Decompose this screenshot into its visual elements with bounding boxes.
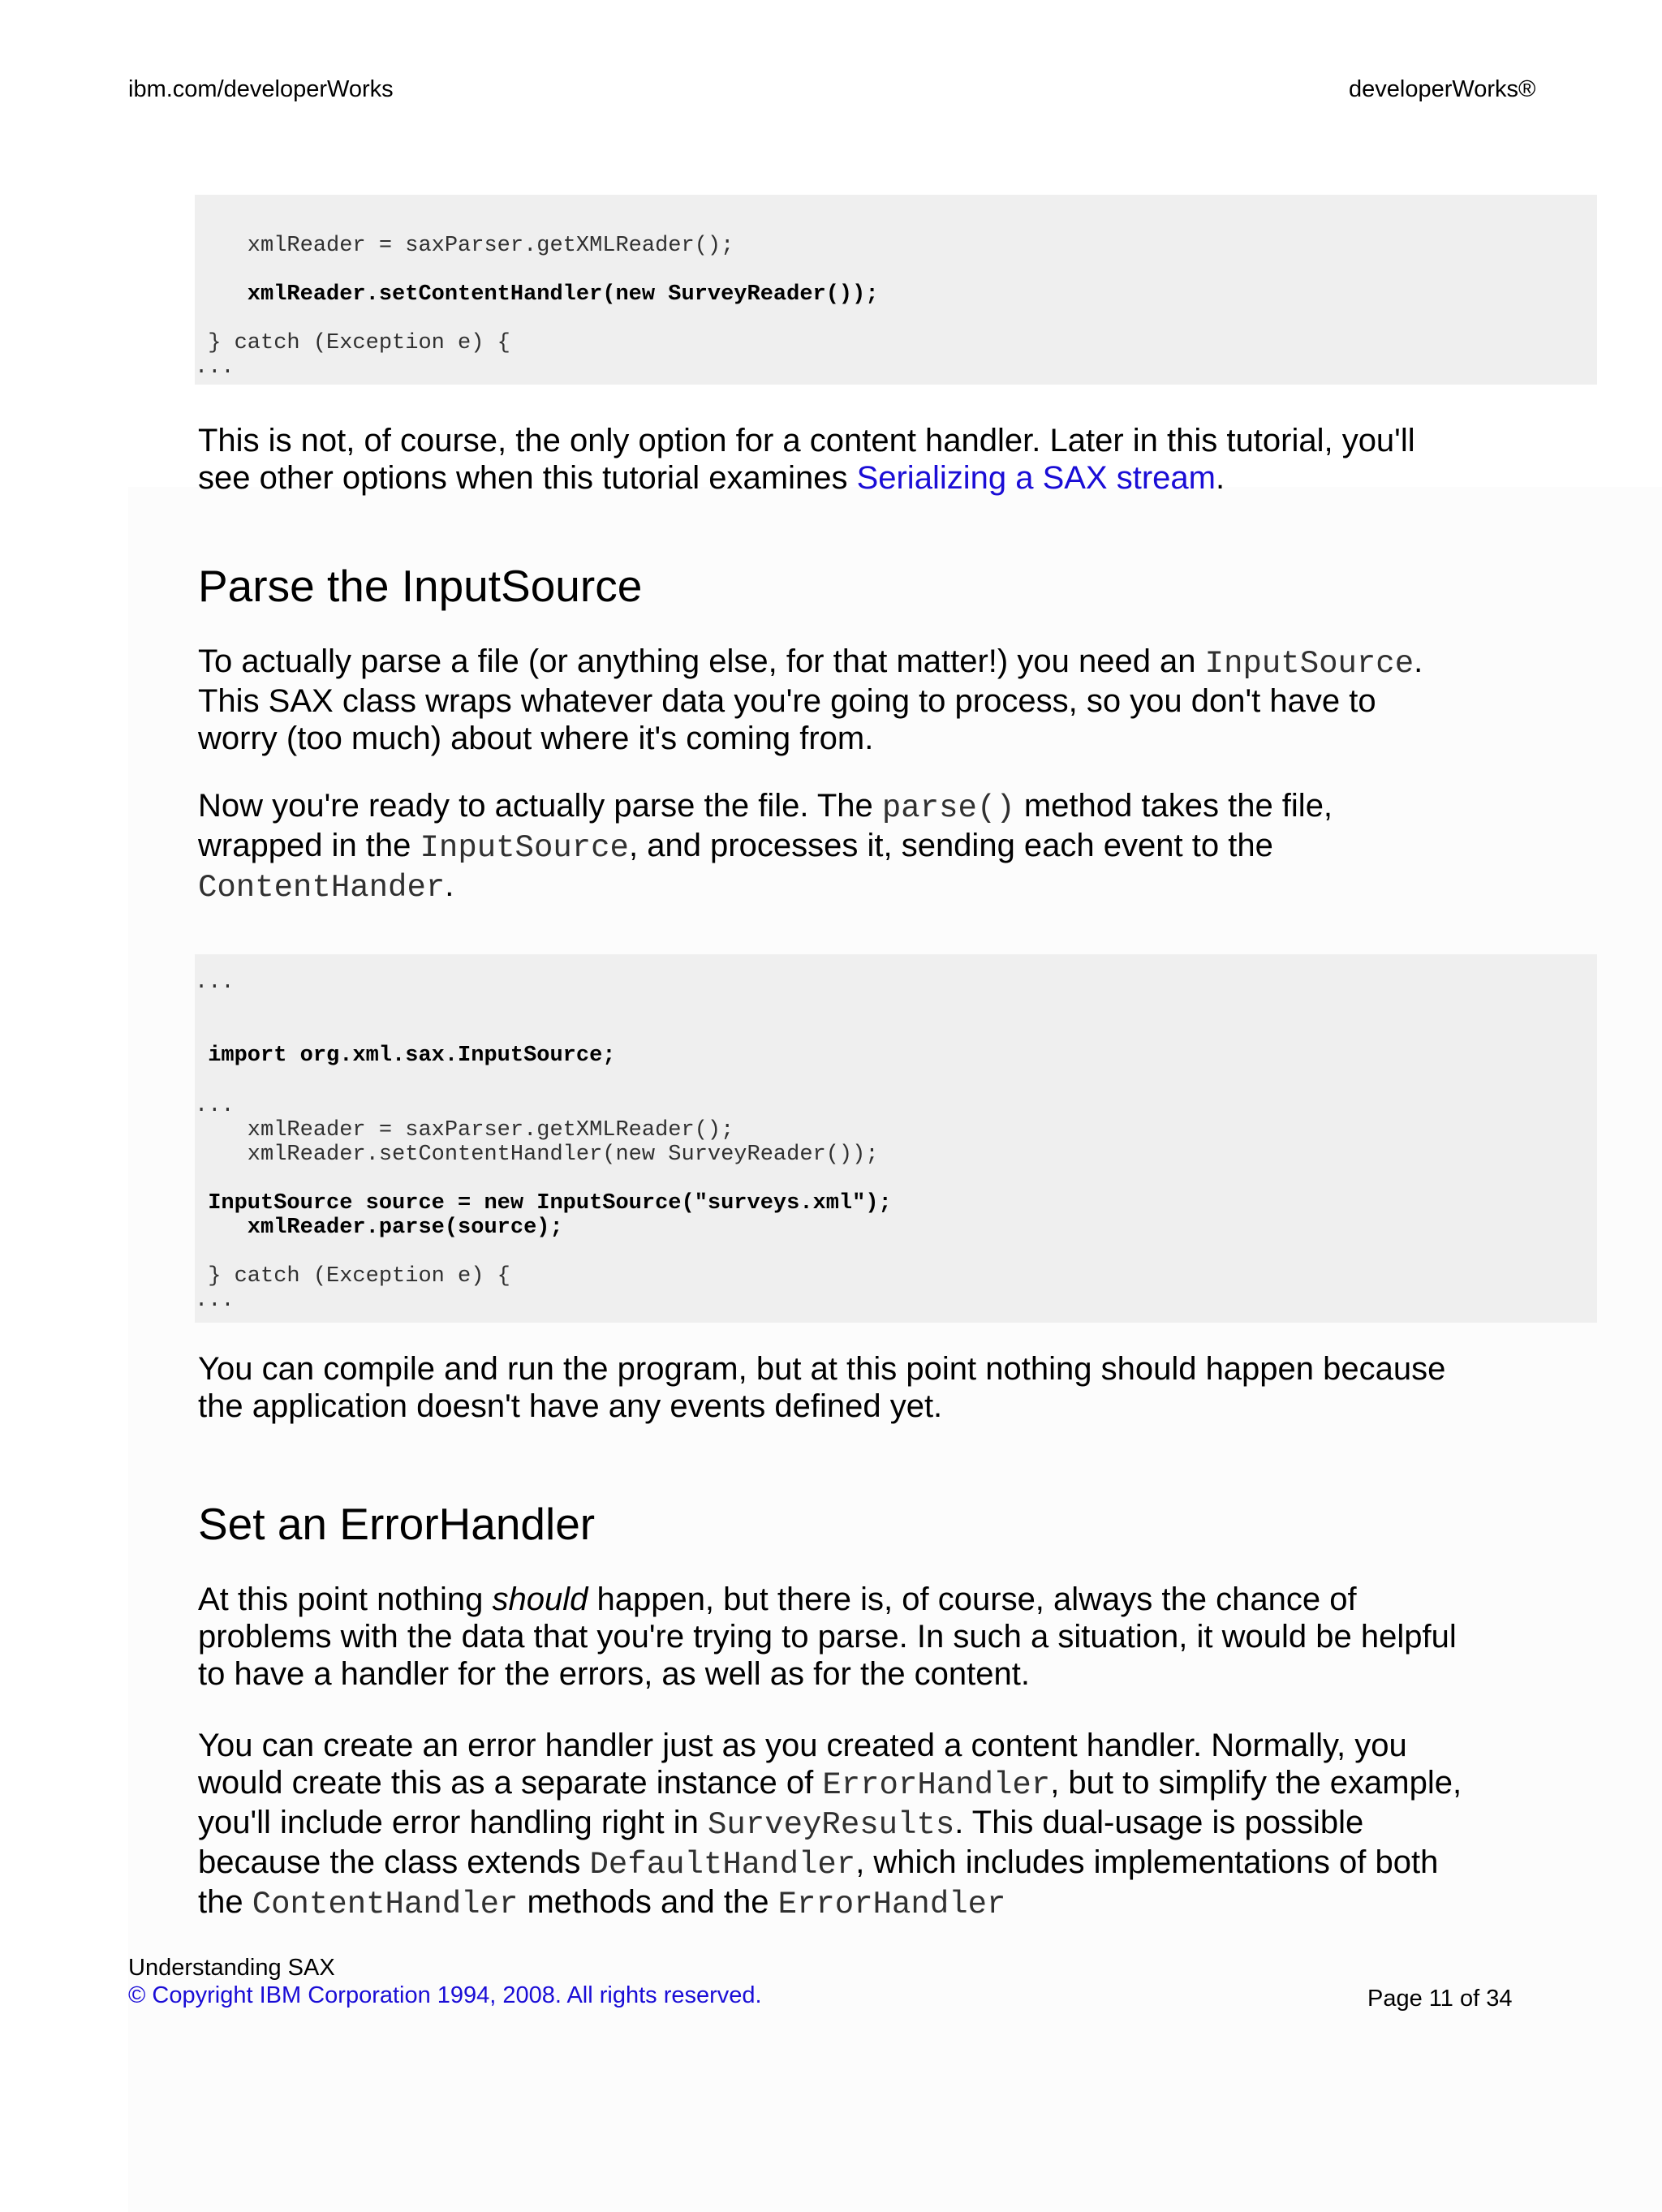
inline-code: InputSource bbox=[420, 830, 629, 866]
code-block-parse-inputsource bbox=[195, 954, 1597, 1323]
code-line: ... bbox=[195, 970, 235, 995]
code-line: ... bbox=[195, 1094, 235, 1118]
paragraph-content-handler-options: This is not, of course, the only option for a content handler. Later in this tutorial, you'll see other options when this tutorial examines Serializing a SAX stream. bbox=[198, 423, 1415, 496]
inline-code: ContentHander bbox=[198, 870, 446, 906]
inline-code: parse() bbox=[881, 790, 1015, 826]
code-line: xmlReader = saxParser.getXMLReader(); bbox=[195, 234, 734, 258]
code-line: } catch (Exception e) { bbox=[195, 331, 510, 355]
code-line: ... bbox=[195, 1289, 235, 1313]
inline-code: InputSource bbox=[1204, 646, 1414, 682]
code-line: xmlReader.setContentHandler(new SurveyReader()); bbox=[195, 282, 879, 307]
code-block-content-handler bbox=[195, 195, 1597, 385]
code-line: ... bbox=[195, 355, 235, 380]
inline-code: DefaultHandler bbox=[589, 1847, 856, 1883]
footer-copyright-link[interactable]: © Copyright IBM Corporation 1994, 2008. All rights reserved. bbox=[128, 1982, 762, 2008]
section-heading-parse-inputsource: Parse the InputSource bbox=[198, 561, 643, 611]
inline-code: ContentHandler bbox=[252, 1887, 519, 1922]
inline-code: ErrorHandler bbox=[822, 1767, 1051, 1803]
code-line: xmlReader.parse(source); bbox=[195, 1216, 563, 1240]
code-line: InputSource source = new InputSource("surveys.xml"); bbox=[195, 1191, 892, 1216]
footer-document-title: Understanding SAX bbox=[128, 1955, 335, 1981]
code-line: } catch (Exception e) { bbox=[195, 1264, 510, 1289]
header-site-url: ibm.com/developerWorks bbox=[128, 76, 394, 102]
paragraph-parse-method: Now you're ready to actually parse the file. The parse() method takes the file, wrapped in the InputSource, and processes it, sending each event to the ContentHander. bbox=[198, 788, 1333, 906]
code-line: xmlReader = saxParser.getXMLReader(); bbox=[195, 1118, 734, 1143]
paragraph-compile-run: You can compile and run the program, but at this point nothing should happen because the application doesn't have any events defined yet. bbox=[198, 1351, 1446, 1424]
paragraph-error-intro: At this point nothing should happen, but there is, of course, always the chance of problems with the data that you're trying to parse. In such a situation, it would be helpful to have a handler for the errors, as well as for the content. bbox=[198, 1582, 1457, 1692]
footer-page-number: Page 11 of 34 bbox=[1367, 1986, 1513, 2012]
paragraph-error-handler-create: You can create an error handler just as you created a content handler. Normally, you would create this as a separate instance of ErrorHandler, but to simplify the example, you'll include error handling right in SurveyResults. This dual-usage is possible because the class extends DefaultHandler, which includes implementations of both the ContentHandler methods and the ErrorHandler bbox=[198, 1728, 1462, 1922]
paragraph-inputsource-intro: To actually parse a file (or anything else, for that matter!) you need an InputSource. This SAX class wraps whatever data you're going to process, so you don't have to worry (too much) about where it's coming from. bbox=[198, 643, 1423, 756]
code-line: xmlReader.setContentHandler(new SurveyReader()); bbox=[195, 1143, 879, 1167]
section-heading-set-errorhandler: Set an ErrorHandler bbox=[198, 1499, 596, 1549]
inline-code: SurveyResults bbox=[708, 1807, 955, 1843]
code-line: import org.xml.sax.InputSource; bbox=[195, 1044, 616, 1068]
inline-code: ErrorHandler bbox=[777, 1887, 1006, 1922]
serializing-sax-stream-link[interactable]: Serializing a SAX stream bbox=[856, 460, 1216, 496]
header-brand: developerWorks® bbox=[1349, 76, 1536, 102]
